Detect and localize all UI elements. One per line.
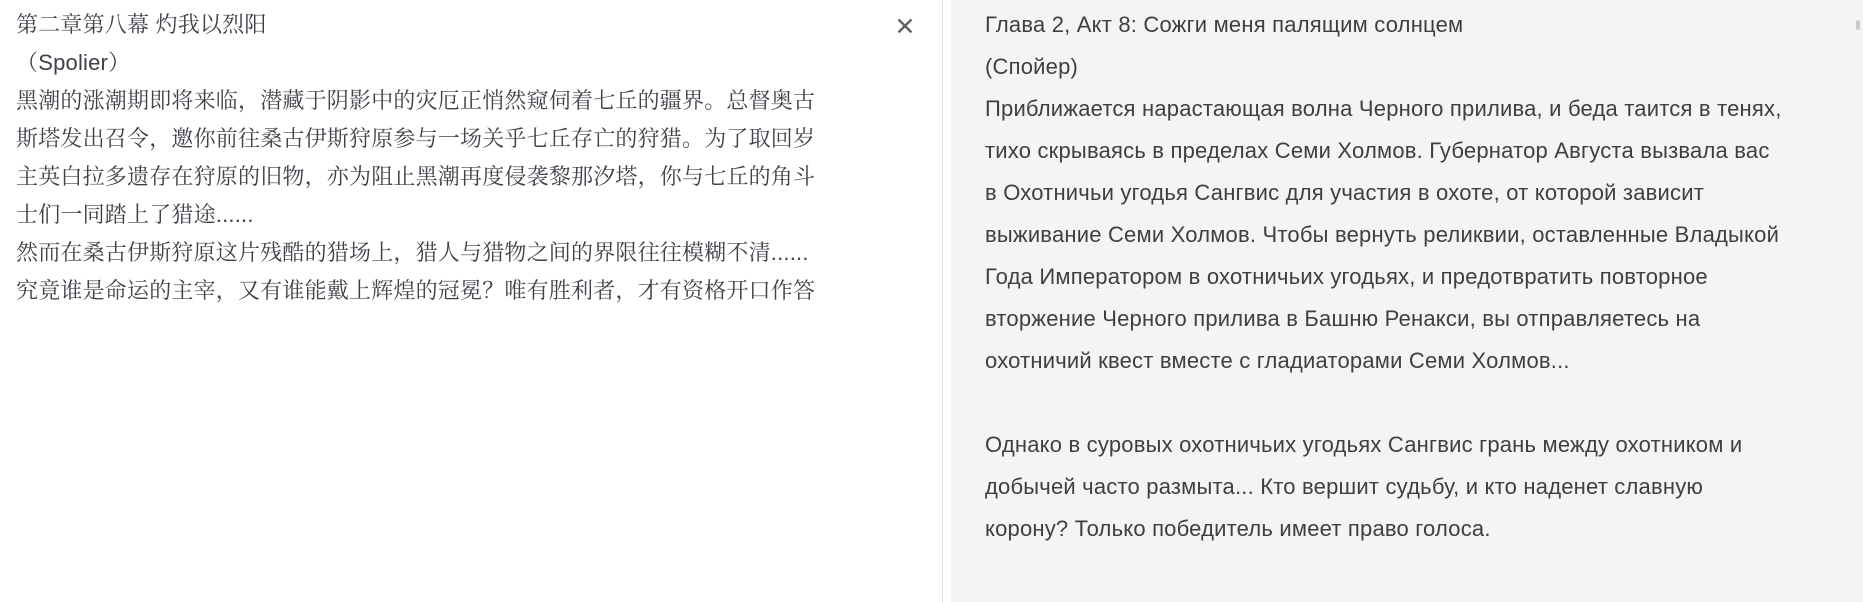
translation-paragraph-1: Приближается нарастающая волна Черного прилива, и беда таится в тенях, тихо скрываясь в пределах Семи Холмов. Губернатор Августа вызвала вас в Охотничьи угодья Сангвис для участия в охоте, от которой зависит выживание Семи Холмов. Чтобы вернуть реликвии, оставленные Владыкой Года Императором в охотничьих угодьях, и предотвратить повторное вторжение Черного прилива в Башню Ренакси, вы отправляетесь на охотничий квест вместе с гладиаторами Семи Холмов... — [985, 96, 1782, 373]
source-paragraph-1: 黑潮的涨潮期即将来临，潜藏于阴影中的灾厄正悄然窥伺着七丘的疆界。总督奥古斯塔发出召令，邀你前往桑古伊斯狩原参与一场关乎七丘存亡的狩猎。为了取回岁主英白拉多遗存在狩原的旧物，亦为阻止黑潮再度侵袭黎那汐塔，你与七丘的角斗士们一同踏上了猎途...... — [16, 88, 816, 227]
close-icon: ✕ — [894, 12, 916, 41]
scrollbar-thumb[interactable] — [1856, 20, 1860, 30]
source-paragraph-2: 然而在桑古伊斯狩原这片残酷的猎场上，猎人与猎物之间的界限往往模糊不清......究竟谁是命运的主宰，又有谁能戴上辉煌的冠冕？唯有胜利者，才有资格开口作答 — [16, 240, 816, 303]
translation-spoiler-label: (Спойер) — [985, 54, 1079, 79]
close-button[interactable] — [890, 12, 920, 42]
translation-paragraph-2: Однако в суровых охотничьих угодьях Сангвис грань между охотником и добычей часто размыта... Кто вершит судьбу, и кто наденет славную корону? Только победитель имеет право голоса. — [985, 432, 1743, 541]
source-text-block — [16, 6, 830, 310]
panel-gap-divider — [943, 0, 951, 602]
translation-panel — [951, 0, 1863, 602]
translation-text-block — [985, 4, 1785, 550]
translation-title: Глава 2, Акт 8: Сожги меня палящим солнцем — [985, 12, 1464, 37]
source-spoiler-label: （Spolier） — [16, 50, 131, 75]
source-title: 第二章第八幕 灼我以烈阳 — [16, 12, 267, 37]
